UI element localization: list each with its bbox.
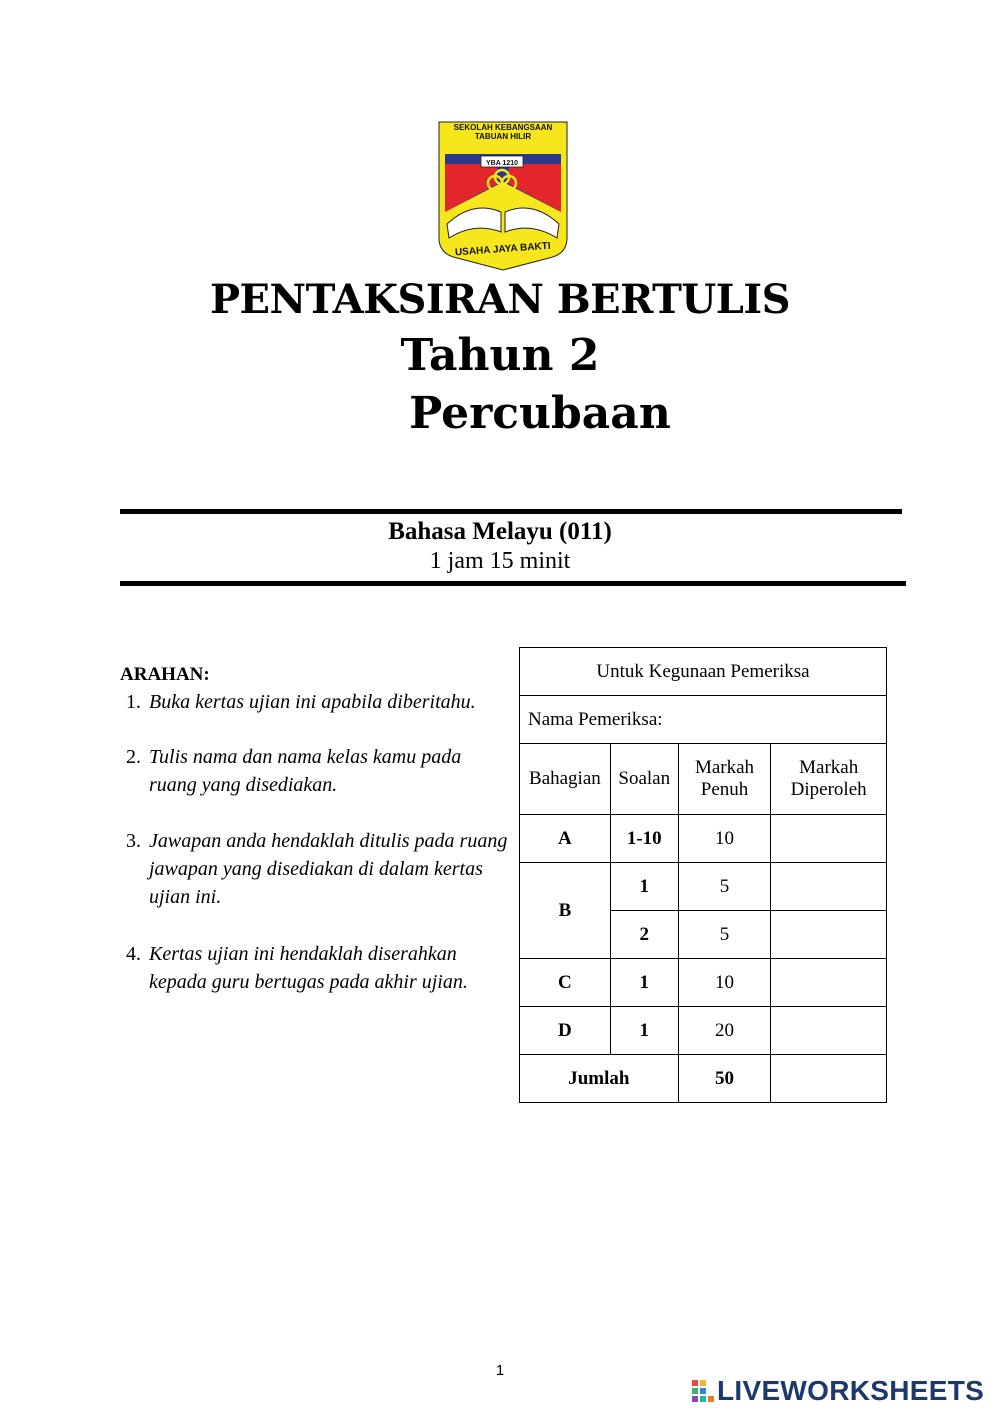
document-exam-type: Percubaan — [409, 388, 671, 439]
section-cell: C — [520, 959, 611, 1007]
header-question: Soalan — [610, 744, 678, 815]
logo-school-line1: SEKOLAH KEBANGSAAN — [453, 123, 553, 132]
document-title: PENTAKSIRAN BERTULIS — [209, 276, 791, 323]
marks-obtained-cell[interactable] — [771, 1007, 887, 1055]
full-marks-cell: 20 — [678, 1007, 771, 1055]
full-marks-cell: 10 — [678, 959, 771, 1007]
exam-duration: 1 jam 15 minit — [429, 548, 571, 574]
examiner-marks-table — [519, 647, 887, 1103]
question-cell: 1 — [610, 959, 678, 1007]
page-number: 1 — [495, 1362, 505, 1379]
header-full-marks: Markah Penuh — [678, 744, 771, 815]
instruction-text: Jawapan anda hendaklah ditulis pada ruang jawapan yang disediakan di dalam kertas ujian ini. — [149, 830, 508, 908]
top-divider — [120, 509, 902, 514]
section-cell: A — [520, 815, 611, 863]
school-logo — [437, 120, 569, 272]
instruction-number: 4. — [126, 943, 141, 965]
question-cell: 2 — [610, 911, 678, 959]
liveworksheets-brand[interactable] — [692, 1375, 984, 1407]
instruction-item — [126, 743, 516, 799]
full-marks-cell: 10 — [678, 815, 771, 863]
subject-title: Bahasa Melayu (011) — [388, 518, 612, 545]
document-year: Tahun 2 — [400, 330, 600, 381]
table-title: Untuk Kegunaan Pemeriksa — [520, 648, 887, 696]
logo-school-line2: TABUAN HILIR — [474, 132, 532, 141]
marks-obtained-cell[interactable] — [771, 911, 887, 959]
question-cell: 1-10 — [610, 815, 678, 863]
instruction-text: Buka kertas ujian ini apabila diberitahu. — [149, 691, 476, 713]
instruction-number: 1. — [126, 691, 141, 713]
header-marks-obtained: Markah Diperoleh — [771, 744, 887, 815]
total-label: Jumlah — [520, 1055, 679, 1103]
logo-code: YBA 1210 — [485, 160, 519, 167]
logo-motto: USAHA JAYA BAKTI — [454, 240, 551, 259]
question-cell: 1 — [610, 1007, 678, 1055]
brand-text: LIVEWORKSHEETS — [717, 1375, 985, 1406]
liveworksheets-logo-icon — [692, 1380, 714, 1402]
total-row — [520, 1055, 887, 1103]
total-marks-obtained[interactable] — [771, 1055, 887, 1103]
marks-obtained-cell[interactable] — [771, 815, 887, 863]
total-full-marks: 50 — [678, 1055, 771, 1103]
full-marks-cell: 5 — [678, 863, 771, 911]
header-section: Bahagian — [520, 744, 611, 815]
instructions-title: ARAHAN: — [120, 664, 210, 685]
marks-obtained-cell[interactable] — [771, 863, 887, 911]
table-row — [520, 815, 887, 863]
instruction-text: Tulis nama dan nama kelas kamu pada ruang yang disediakan. — [149, 746, 462, 796]
instruction-number: 2. — [126, 746, 141, 768]
table-row — [520, 1007, 887, 1055]
section-cell: D — [520, 1007, 611, 1055]
table-row — [520, 959, 887, 1007]
table-row — [520, 863, 887, 911]
bottom-divider — [120, 581, 906, 586]
marks-obtained-cell[interactable] — [771, 959, 887, 1007]
instruction-text: Kertas ujian ini hendaklah diserahkan kepada guru bertugas pada akhir ujian. — [149, 943, 468, 993]
instruction-item — [126, 940, 516, 996]
section-cell: B — [520, 863, 611, 959]
full-marks-cell: 5 — [678, 911, 771, 959]
instruction-item — [126, 827, 516, 911]
examiner-name-field[interactable]: Nama Pemeriksa: — [520, 696, 887, 744]
instruction-number: 3. — [126, 830, 141, 852]
instruction-item — [126, 688, 516, 716]
question-cell: 1 — [610, 863, 678, 911]
